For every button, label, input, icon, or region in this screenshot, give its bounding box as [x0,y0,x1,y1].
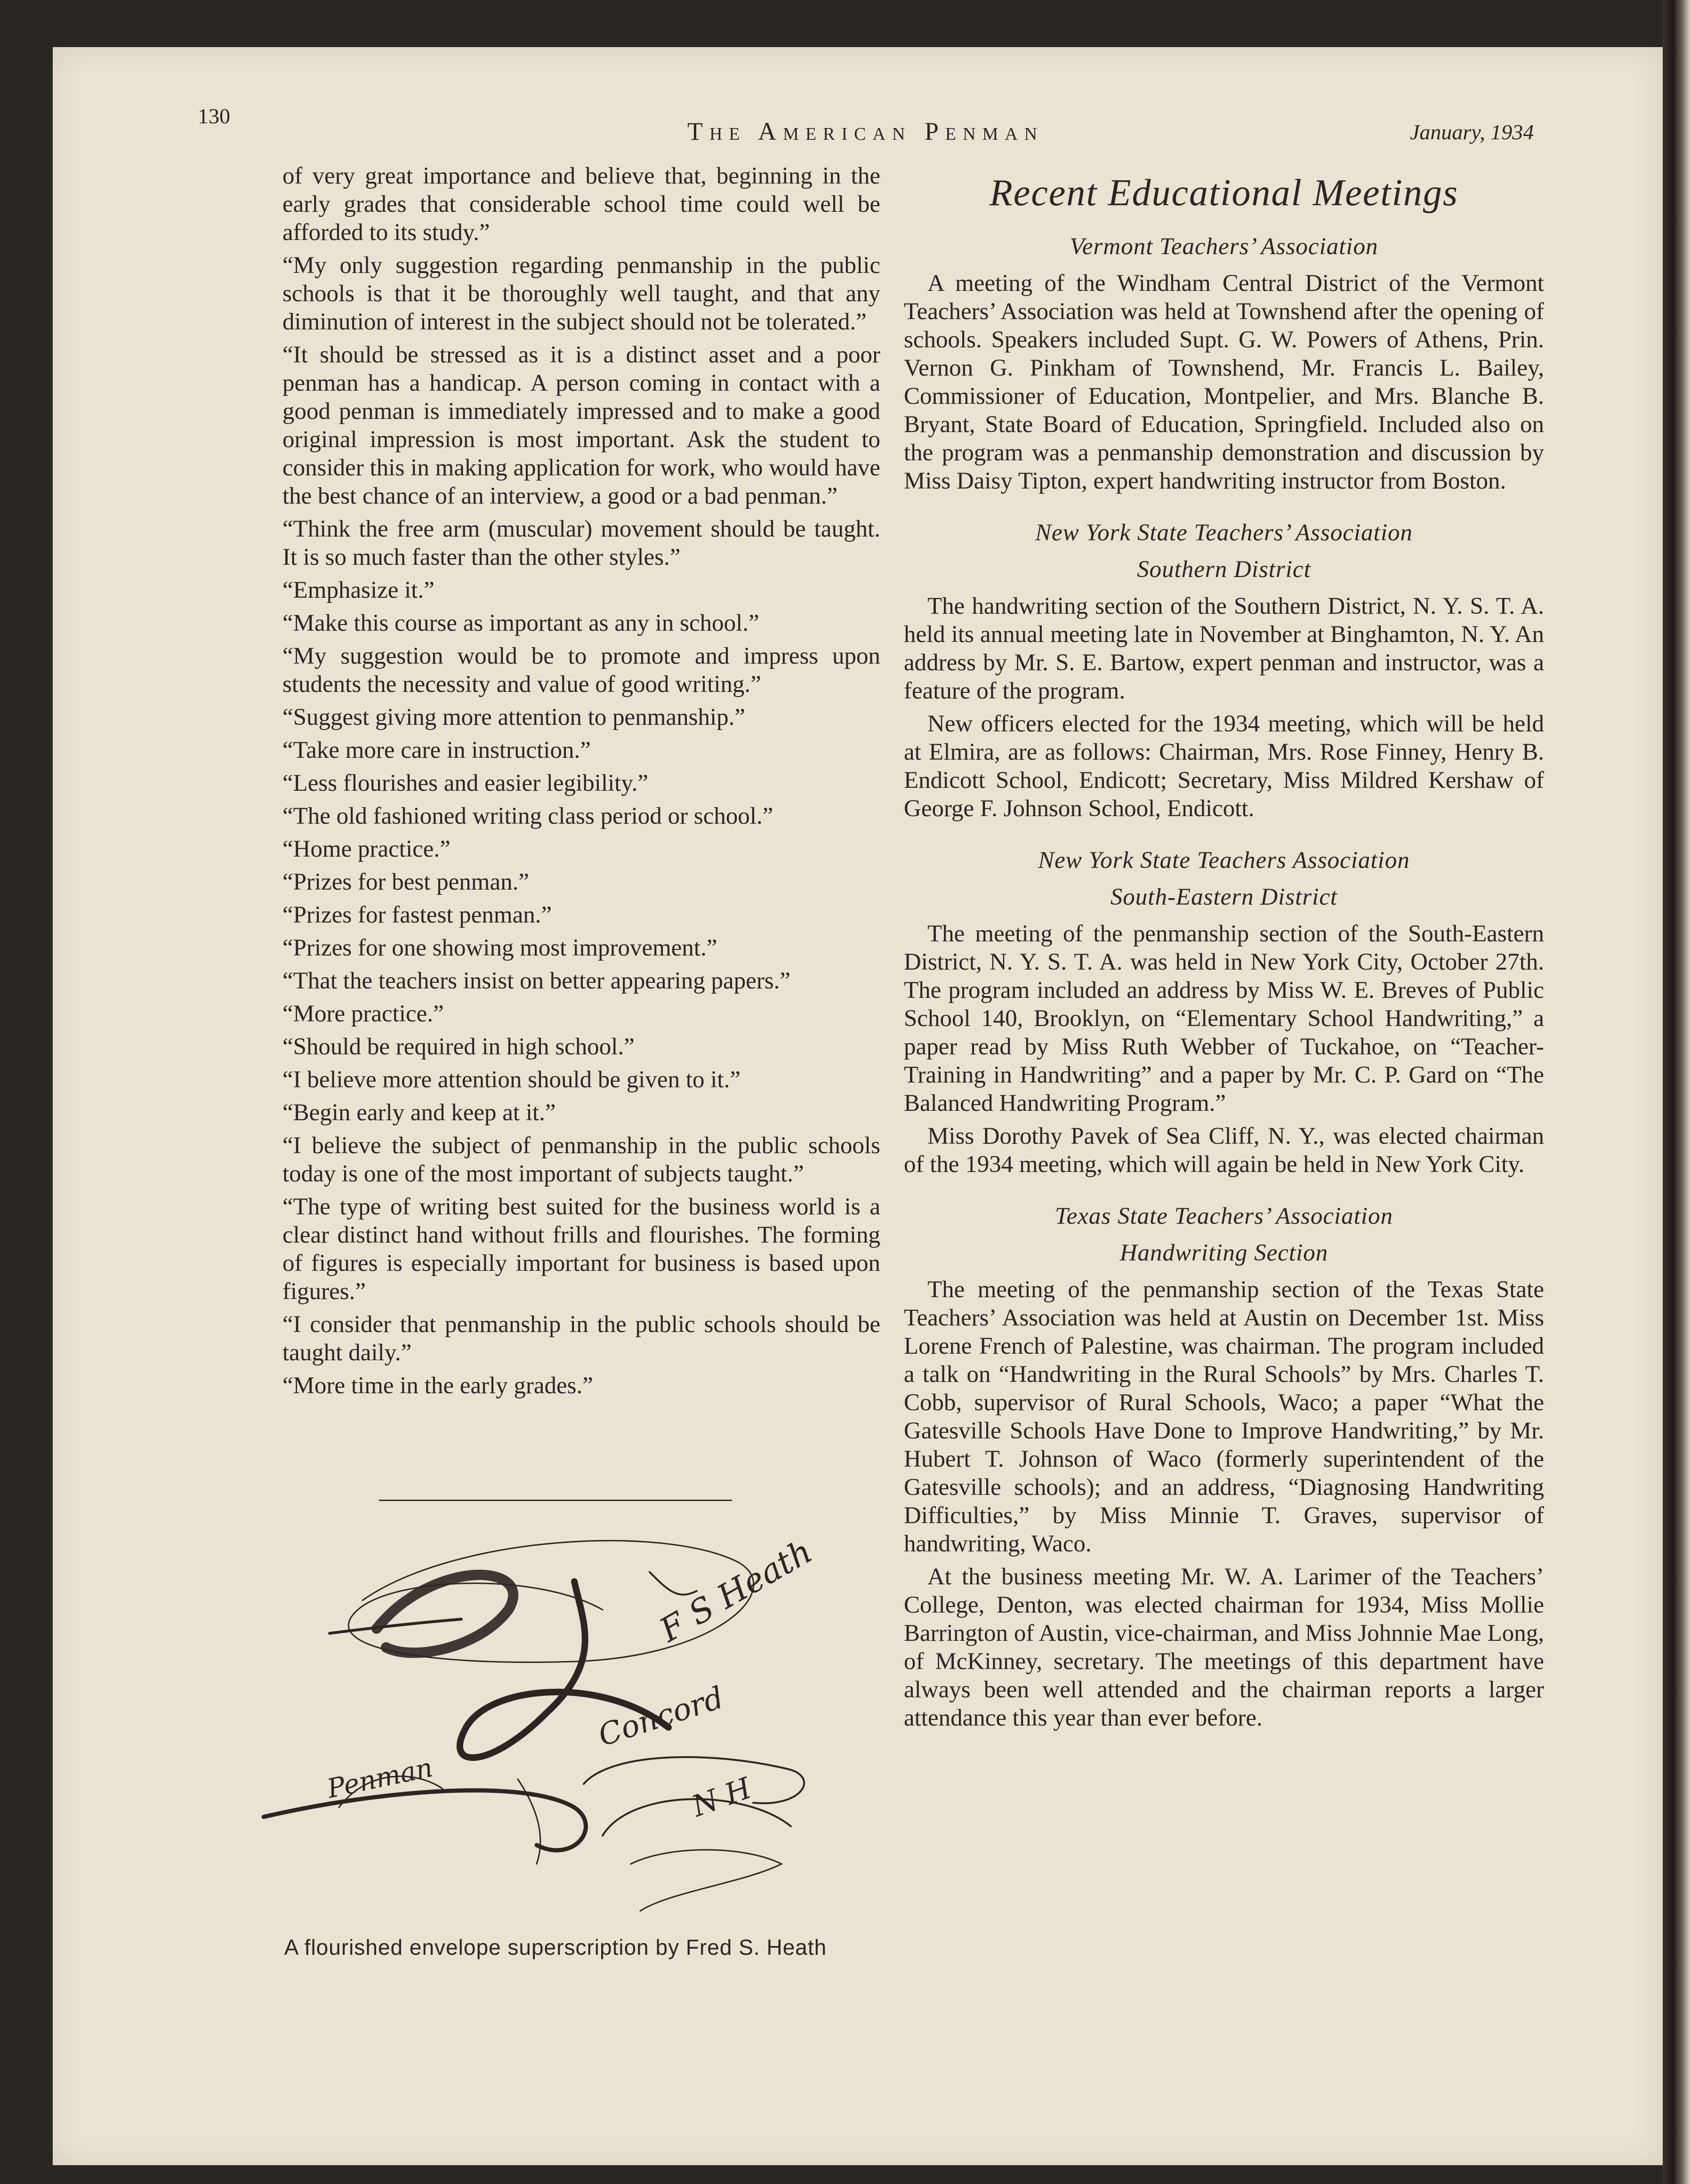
section-paragraph: A meeting of the Windham Central District of the Vermont Teachers’ Association was held at Townshend after the opening of schools. Speakers included Supt. G. W. Powers of Athens, Prin. Vernon G. Pinkham of Townshend, Mr. Francis L. Bailey, Commissioner of Education, Montpelier, and Mrs. Blanche B. Bryant, State Board of Education, Springfield. Included also on the program was a penmanship demonstration and discussion by Miss Daisy Tipton, expert handwriting instructor from Boston. [904,270,1544,494]
section-heading: New York State Teachers Association [1038,847,1410,874]
left-paragraph: “That the teachers insist on better appearing papers.” [282,968,791,994]
left-paragraph: “It should be stressed as it is a distinct asset and a poor penman has a handicap. A person coming in contact with a good penman is immediately impressed and to make a good original impression is most important. Ask the student to consider this in making application for work, who would have the best chance of an interview, a good or a bad penman.” [282,342,880,509]
section-heading: Texas State Teachers’ Association [1054,1203,1393,1229]
left-paragraph: “Make this course as important as any in school.” [282,610,759,636]
left-paragraph: “Emphasize it.” [282,577,435,603]
section-paragraph: The meeting of the penmanship section of the Texas State Teachers’ Association was held at Austin on December 1st. Miss Lorene French of Palestine, was chairman. The program included a talk on “Handwriting in the Rural Schools” by Mrs. Charles T. Cobb, supervisor of Rural Schools, Waco; a paper “What the Gatesville Schools Have Done to Improve Handwriting,” by Mr. Hubert T. Johnson of Waco (formerly superintendent of the Gatesville schools); and an address, “Diagnosing Handwriting Difficulties,” by Miss Minnie T. Graves, supervisor of handwriting, Waco. [904,1277,1544,1557]
left-paragraph: “Should be required in high school.” [282,1034,635,1060]
left-paragraph: “The type of writing best suited for the business world is a clear distinct hand without frills and flourishes. The forming of figures is especially important for business is based upon figures.” [282,1194,880,1305]
section-paragraph: At the business meeting Mr. W. A. Larimer of the Teachers’ College, Denton, was elected chairman for 1934, Miss Mollie Barrington of Austin, vice-chairman, and Miss Johnnie Mae Long, of McKinney, secretary. The meetings of this department have always been well attended and the chairman reports a larger attendance this year than ever before. [904,1564,1544,1731]
left-paragraph: “My only suggestion regarding penmanship in the public schools is that it be thoroughly well taught, and that any diminution of interest in the subject should not be tolerated.” [282,252,880,335]
left-paragraph: “I believe the subject of penmanship in the public schools today is one of the most important of subjects taught.” [282,1132,880,1187]
section-paragraph: Miss Dorothy Pavek of Sea Cliff, N. Y., was elected chairman of the 1934 meeting, which will again be held in New York City. [904,1123,1544,1178]
left-paragraph: “Think the free arm (muscular) movement should be taught. It is so much faster than the other styles.” [282,516,880,570]
running-head: The American Penman [687,117,1044,145]
section-subheading: South-Eastern District [1110,884,1338,910]
left-paragraph: “Suggest giving more attention to penmanship.” [282,704,745,731]
flourished-signature-illustration [245,1506,857,1920]
left-paragraph: “The old fashioned writing class period or school.” [282,803,773,829]
left-paragraph: “Prizes for one showing most improvement.” [282,935,717,961]
left-paragraph: “Prizes for best penman.” [282,869,529,895]
section-heading: Vermont Teachers’ Association [1070,233,1378,260]
signature-heath: F S Heath [653,1532,819,1650]
left-paragraph: “Take more care in instruction.” [282,737,591,763]
section-paragraph: The handwriting section of the Southern District, N. Y. S. T. A. held its annual meeting late in November at Binghamton, N. Y. An address by Mr. S. E. Bartow, expert penman and instructor, was a feature of the program. [904,593,1544,704]
book-gutter [1663,0,1690,2184]
section-subheading: Handwriting Section [1119,1240,1328,1266]
left-paragraph: “Less flourishes and easier legibility.” [282,770,649,796]
left-paragraph: “I consider that penmanship in the public schools should be taught daily.” [282,1311,880,1366]
right-column [904,170,1544,1737]
left-paragraph: “I believe more attention should be given to it.” [282,1067,740,1093]
section-paragraph: The meeting of the penmanship section of the South-Eastern District, N. Y. S. T. A. was held in New York City, October 27th. The program included an address by Miss W. E. Breves of Public School 140, Brooklyn, on “Elementary School Handwriting,” a paper read by Miss Ruth Webber of Tuckahoe, on “Teacher-Training in Handwriting” and a paper by Mr. C. P. Gard on “The Balanced Handwriting Program.” [904,921,1544,1116]
left-paragraph: of very great importance and believe that, beginning in the early grades that considerable school time could well be afforded to its study.” [282,163,880,246]
section-heading: New York State Teachers’ Association [1035,520,1413,546]
signature-concord: Concord [594,1680,728,1754]
left-column [282,162,880,1405]
signature-state: N H [687,1770,756,1824]
left-paragraph: “More time in the early grades.” [282,1373,593,1399]
left-paragraph: “Home practice.” [282,836,451,862]
signature-penman: Penman [324,1752,435,1805]
illustration-caption: A flourished envelope superscription by Fred S. Heath [284,1935,827,1959]
section-paragraph: New officers elected for the 1934 meeting, which will be held at Elmira, are as follows: Chairman, Mrs. Rose Finney, Henry B. Endicott School, Endicott; Secretary, Miss Mildred Kershaw of George F. Johnson School, Endicott. [904,711,1544,822]
left-paragraph: “Prizes for fastest penman.” [282,902,552,928]
article-title: Recent Educational Meetings [990,172,1458,214]
left-paragraph: “Begin early and keep at it.” [282,1100,556,1126]
left-paragraph: “My suggestion would be to promote and impress upon students the necessity and value of good writing.” [282,643,880,698]
section-divider [379,1500,732,1501]
issue-date: January, 1934 [1410,120,1534,144]
section-subheading: Southern District [1137,556,1311,583]
left-paragraph: “More practice.” [282,1001,444,1027]
page-number: 130 [198,104,230,128]
